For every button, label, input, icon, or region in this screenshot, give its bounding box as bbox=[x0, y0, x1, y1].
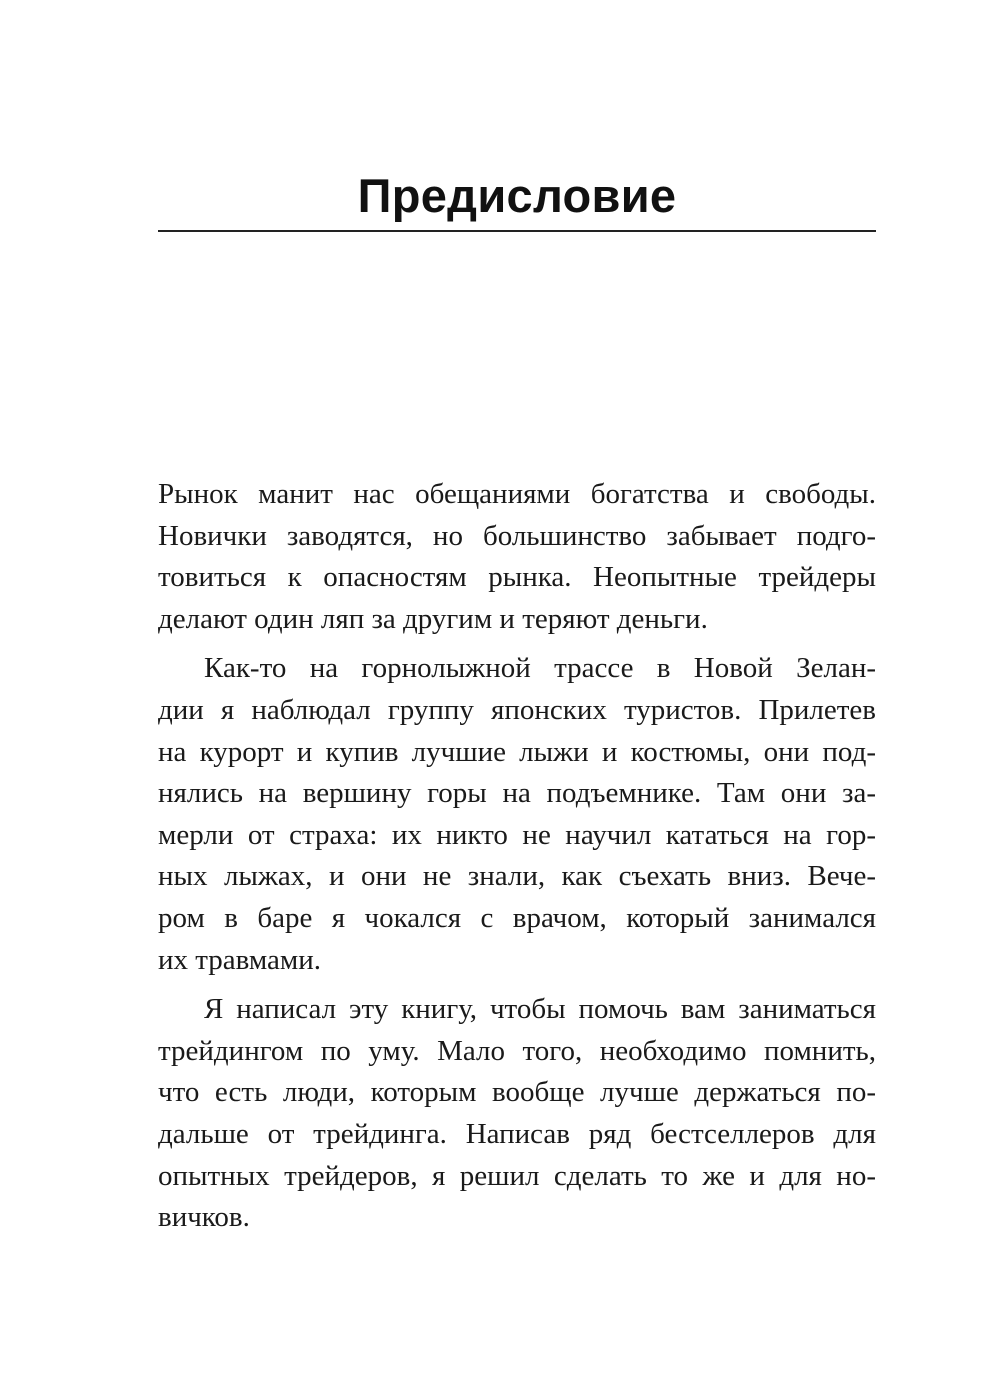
text-line: Новички заводятся, но большинство забывает подго- bbox=[158, 519, 876, 552]
text-line: дальше от трейдинга. Написав ряд бестселлеров для bbox=[158, 1117, 876, 1150]
text-line: делают один ляп за другим и теряют деньги. bbox=[158, 602, 708, 635]
text-line: что есть люди, которым вообще лучше держаться по- bbox=[158, 1076, 876, 1109]
text-line: ных лыжах, и они не знали, как съехать вниз. Вече- bbox=[158, 860, 876, 893]
paragraph-3 bbox=[158, 989, 876, 1239]
text-line: опытных трейдеров, я решил сделать то же и для но- bbox=[158, 1159, 876, 1192]
title-underline bbox=[158, 230, 876, 232]
text-line: Я написал эту книгу, чтобы помочь вам заниматься bbox=[204, 993, 876, 1026]
text-line: дии я наблюдал группу японских туристов. Прилетев bbox=[158, 693, 876, 726]
text-line: на курорт и купив лучшие лыжи и костюмы, они под- bbox=[158, 735, 876, 768]
paragraph-gap bbox=[158, 981, 876, 989]
text-line: нялись на вершину горы на подъемнике. Там они за- bbox=[158, 777, 876, 810]
paragraph-2 bbox=[158, 648, 876, 981]
text-line: их травмами. bbox=[158, 943, 322, 976]
paragraph-gap bbox=[158, 640, 876, 648]
text-line: вичков. bbox=[158, 1201, 250, 1234]
text-line: товиться к опасностям рынка. Неопытные трейдеры bbox=[158, 561, 876, 594]
paragraph-1 bbox=[158, 474, 876, 640]
text-line: Как-то на горнолыжной трассе в Новой Зелан- bbox=[204, 652, 876, 685]
text-line: ром в баре я чокался с врачом, который занимался bbox=[158, 901, 876, 934]
body-text bbox=[158, 474, 876, 1239]
chapter-title: Предисловие bbox=[357, 169, 677, 222]
text-line: трейдингом по уму. Мало того, необходимо помнить, bbox=[158, 1034, 876, 1067]
text-line: мерли от страха: их никто не научил кататься на гор- bbox=[158, 818, 876, 851]
text-line: Рынок манит нас обещаниями богатства и свободы. bbox=[158, 478, 876, 510]
